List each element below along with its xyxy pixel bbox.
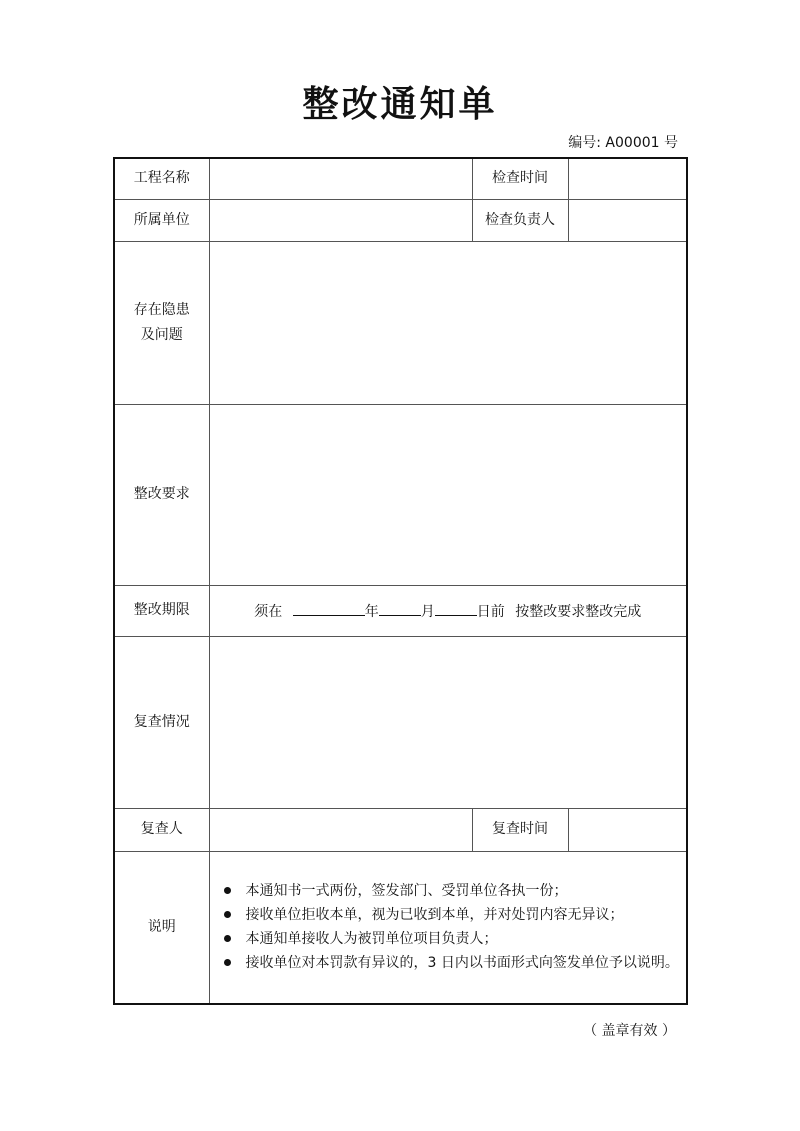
requirements-label: 整改要求 (114, 404, 209, 585)
list-item (224, 951, 687, 975)
serial-value: A00001 (605, 135, 660, 151)
list-item (224, 879, 687, 903)
hazards-label (114, 241, 209, 404)
bullet-icon (224, 911, 231, 918)
serial-prefix: 编号: (568, 135, 601, 151)
notes-list (210, 879, 687, 975)
deadline-day-before: 日前 (476, 604, 505, 620)
note-text: 接收单位拒收本单，视为已收到本单，并对处罚内容无异议； (245, 907, 624, 924)
project-name-field[interactable] (209, 158, 472, 199)
note-text: 本通知书一式两份，签发部门、受罚单位各执一份； (245, 883, 568, 900)
note-text: 接收单位对本罚款有异议的，3 日内以书面形式向签发单位予以说明。 (245, 955, 679, 972)
recheck-status-field[interactable] (209, 636, 687, 808)
unit-field[interactable] (209, 199, 472, 241)
rectification-form (113, 157, 688, 1005)
deadline-year-unit: 年 (364, 604, 379, 620)
recheck-status-label: 复查情况 (114, 636, 209, 808)
rechecker-label: 复查人 (114, 808, 209, 851)
notes-label: 说明 (114, 851, 209, 1004)
deadline-month-unit: 月 (420, 604, 435, 620)
hazards-label-line1: 存在隐患 (133, 301, 190, 318)
notes-field (209, 851, 687, 1004)
serial-number (568, 132, 678, 152)
document-title: 整改通知单 (302, 84, 498, 125)
deadline-label: 整改期限 (114, 585, 209, 636)
bullet-icon (224, 959, 231, 966)
inspection-time-label: 检查时间 (472, 158, 568, 199)
requirements-field[interactable] (209, 404, 687, 585)
hazards-label-line2: 及问题 (140, 326, 183, 343)
bullet-icon (224, 887, 231, 894)
list-item (224, 927, 687, 951)
hazards-field[interactable] (209, 241, 687, 404)
deadline-instruction: 按整改要求整改完成 (515, 604, 642, 620)
serial-suffix: 号 (664, 135, 678, 151)
inspection-time-field[interactable] (568, 158, 687, 199)
stamp-note: （ 盖章有效 ） (583, 1023, 676, 1039)
note-text: 本通知单接收人为被罚单位项目负责人； (245, 931, 498, 948)
unit-label: 所属单位 (114, 199, 209, 241)
deadline-field (209, 585, 687, 636)
rechecker-field[interactable] (209, 808, 472, 851)
inspector-label: 检查负责人 (472, 199, 568, 241)
recheck-time-label: 复查时间 (472, 808, 568, 851)
deadline-day-blank[interactable] (435, 600, 477, 616)
project-name-label: 工程名称 (114, 158, 209, 199)
inspector-field[interactable] (568, 199, 687, 241)
deadline-month-blank[interactable] (379, 600, 421, 616)
list-item (224, 903, 687, 927)
deadline-year-blank[interactable] (293, 600, 365, 616)
recheck-time-field[interactable] (568, 808, 687, 851)
bullet-icon (224, 935, 231, 942)
deadline-must: 须在 (254, 604, 283, 620)
